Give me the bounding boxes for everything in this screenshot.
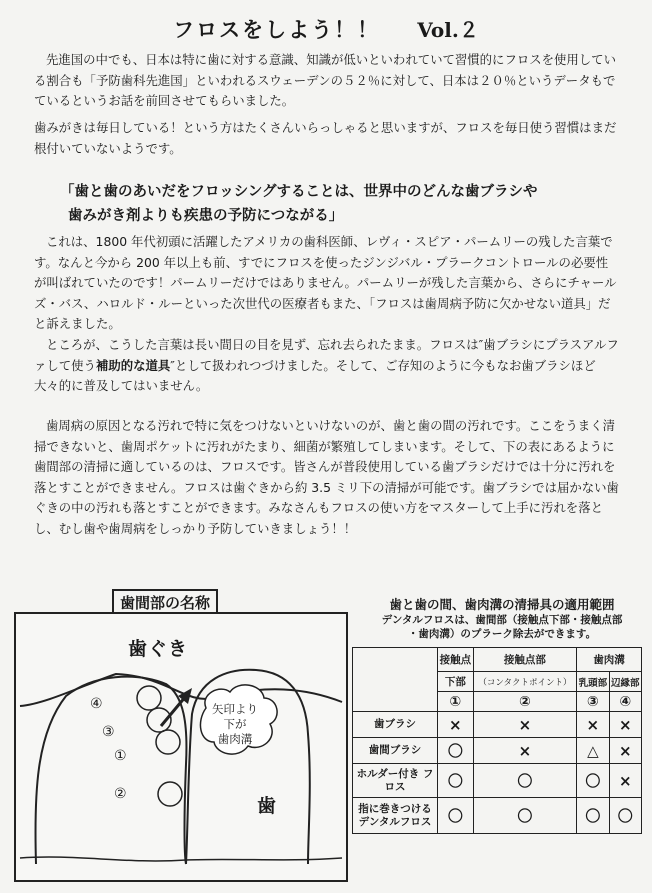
header-margin: 辺縁部 bbox=[609, 672, 641, 692]
mark-cell: 〇 bbox=[438, 738, 474, 764]
mark-cell: 〇 bbox=[438, 798, 474, 834]
marker-circle-1 bbox=[156, 730, 180, 754]
header-lower: 下部 bbox=[438, 672, 474, 692]
table-subtitle-line-1: デンタルフロスは、歯間部（接触点下部・接触点部 bbox=[381, 614, 623, 626]
mark-cell: △ bbox=[577, 738, 609, 764]
marker-label-3: ③ bbox=[102, 724, 115, 740]
intro-paragraph-2: 歯みがきは毎日している！という方はたくさんいらっしゃると思いますが、フロスを毎日使う習慣はまだ根付いていないようです。 bbox=[34, 120, 617, 156]
quote-line-2: 歯みがき剤よりも疾患の予防につながる」 bbox=[68, 208, 344, 224]
table-row bbox=[353, 764, 642, 798]
note-line-2: 下が bbox=[223, 717, 247, 731]
header-papilla: 乳頭部 bbox=[577, 672, 609, 692]
mark-cell: 〇 bbox=[438, 764, 474, 798]
corner-cell bbox=[353, 648, 438, 712]
header-contact-area: 接触点部 bbox=[473, 648, 576, 672]
mark-cell: 〇 bbox=[577, 798, 609, 834]
header-num-2: ② bbox=[473, 692, 576, 712]
tooth-base-line bbox=[20, 857, 342, 861]
mark-cell: × bbox=[438, 712, 474, 738]
left-tooth-outline bbox=[35, 677, 186, 864]
mark-cell: × bbox=[609, 712, 641, 738]
mark-cell: 〇 bbox=[473, 764, 576, 798]
mark-cell: 〇 bbox=[609, 798, 641, 834]
title-main: フロスをしよう！！ bbox=[173, 18, 381, 42]
table-row bbox=[353, 738, 642, 764]
mark-cell: × bbox=[577, 712, 609, 738]
marker-label-1: ① bbox=[114, 748, 127, 764]
mark-cell: × bbox=[473, 712, 576, 738]
row-label-interdental-brush: 歯間ブラシ bbox=[353, 738, 438, 764]
marker-circle-2 bbox=[158, 782, 182, 806]
mark-cell: × bbox=[473, 738, 576, 764]
table-header-row-1 bbox=[353, 648, 642, 672]
quote-block bbox=[60, 180, 620, 228]
history-p2-before: ところが、こうした言葉は長い間日の目を見ず、忘れ去られたまま。フロスは″歯ブラシにプラスアルファして使う bbox=[34, 337, 619, 373]
history-paragraph-1: これは、1800 年代初頭に活躍したアメリカの歯科医師、レヴィ・スピア・パームリーの残した言葉です。なんと今から 200 年以上も前、すでにフロスを使ったジンジバル・プラークコントロールの必要性が叫ばれていたのです！パームリーだけではありません。パームリーが残した言葉から、さらにチャールズ・バス、ハロルド・ルーといった次世代の医療者もまた、「フロスは歯周病予防に欠かせない道具」だと訴えました。 bbox=[34, 234, 617, 332]
mark-cell: × bbox=[609, 764, 641, 798]
note-line-1: 矢印より bbox=[212, 702, 258, 716]
title-volume: Vol.２ bbox=[417, 18, 479, 42]
history-paragraph-2 bbox=[34, 335, 620, 397]
header-contact-note: （コンタクトポイント） bbox=[473, 672, 576, 692]
mark-cell: 〇 bbox=[577, 764, 609, 798]
mark-cell: × bbox=[609, 738, 641, 764]
header-num-1: ① bbox=[438, 692, 474, 712]
marker-label-2: ② bbox=[114, 786, 127, 802]
tooth-label: 歯 bbox=[257, 795, 277, 817]
header-num-3: ③ bbox=[577, 692, 609, 712]
table-subtitle-line-2: ・歯肉溝）のプラーク除去ができます。 bbox=[407, 628, 597, 640]
header-num-4: ④ bbox=[609, 692, 641, 712]
gum-label: 歯ぐき bbox=[128, 638, 189, 660]
history-p2-after: ″として扱われつづけました。そして、ご存知のように今もなお歯ブラシほど大々的に普及してはいません。 bbox=[34, 357, 596, 394]
mark-cell: 〇 bbox=[473, 798, 576, 834]
history-p2-bold: 補助的な道具 bbox=[95, 357, 171, 373]
table-title: 歯と歯の間、歯肉溝の清掃具の適用範囲 bbox=[389, 597, 615, 612]
row-label-toothbrush: 歯ブラシ bbox=[353, 712, 438, 738]
row-label-finger-floss: 指に巻きつける デンタルフロス bbox=[353, 798, 438, 834]
table-subtitle bbox=[352, 613, 652, 641]
interdental-diagram bbox=[14, 612, 348, 882]
note-line-3: 歯肉溝 bbox=[217, 732, 253, 746]
table-row bbox=[353, 798, 642, 834]
intro-paragraph-1: 先進国の中でも、日本は特に歯に対する意識、知識が低いといわれていて習慣的にフロスを使用している割合も「予防歯科先進国」といわれるスウェーデンの５２％に対して、日本は２０％というデータもでているというお話を前回させてもらいました。 bbox=[34, 52, 616, 109]
periodontal-paragraph: 歯周病の原因となる汚れで特に気をつけないといけないのが、歯と歯の間の汚れです。ここをうまく清掃できないと、歯周ポケットに汚れがたまり、細菌が繁殖してしまいます。そして、下の表にあるように歯間部の清掃に適しているのは、フロスです。皆さんが普段使用している歯ブラシだけでは十分に汚れを落とすことができません。フロスは歯ぐきから約 3.5 ミリ下の清掃が可能です。歯ブラシでは届かない歯ぐきの中の汚れも落とすことができます。みなさんもフロスの使い方をマスターして上手に汚れを落とし、むし歯や歯周病をしっかり予防していきましょう！！ bbox=[34, 418, 619, 536]
cleaning-tools-table bbox=[352, 647, 642, 834]
table-row bbox=[353, 712, 642, 738]
row-label-holder-floss: ホルダー付き フロス bbox=[353, 764, 438, 798]
marker-label-4: ④ bbox=[90, 696, 103, 712]
quote-line-1: 「歯と歯のあいだをフロッシングすることは、世界中のどんな歯ブラシや bbox=[60, 184, 538, 200]
sulcus-note bbox=[212, 702, 258, 747]
diagram-title: 歯間部の名称 bbox=[112, 589, 218, 616]
marker-circle-4 bbox=[137, 686, 161, 710]
page-title bbox=[0, 14, 652, 44]
header-contact-point: 接触点 bbox=[438, 648, 474, 672]
header-sulcus: 歯肉溝 bbox=[577, 648, 642, 672]
